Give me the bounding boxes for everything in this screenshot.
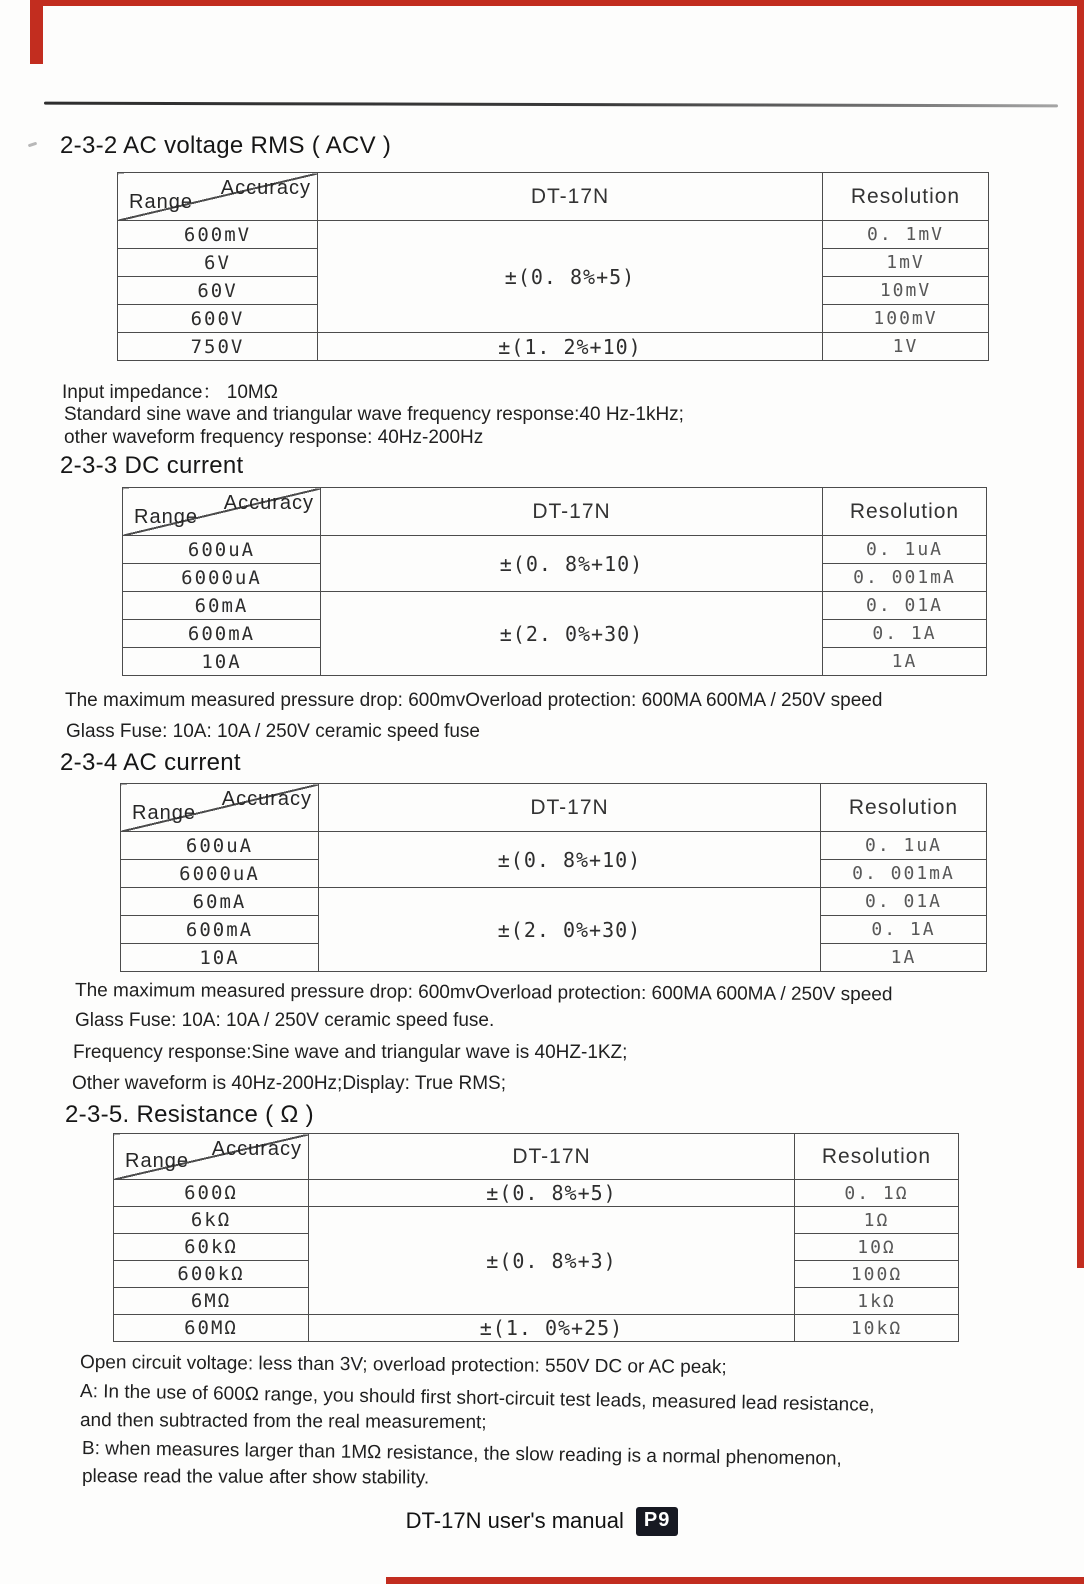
range-cell: 10A xyxy=(123,648,321,676)
dc-current-table xyxy=(122,487,987,676)
resolution-cell: 0. 001mA xyxy=(823,564,987,592)
corner-range-label: Range xyxy=(125,1150,189,1172)
note-dc-pressure-drop: The maximum measured pressure drop: 600mvOverload protection: 600MA 600MA / 250V speed xyxy=(65,690,883,711)
page-footer xyxy=(0,1508,1084,1538)
resolution-header: Resolution xyxy=(823,173,989,221)
acv-corner-cell xyxy=(118,173,318,221)
section-heading-ac-current: 2-3-4 AC current xyxy=(60,749,241,776)
resolution-cell: 0. 1Ω xyxy=(795,1180,959,1207)
note-dc-glass-fuse: Glass Fuse: 10A: 10A / 250V ceramic speed fuse xyxy=(66,721,481,742)
note-ac-glass-fuse: Glass Fuse: 10A: 10A / 250V ceramic speed fuse. xyxy=(75,1010,495,1031)
accuracy-cell: ±(2. 0%+30) xyxy=(319,888,821,972)
range-cell: 600Ω xyxy=(114,1180,309,1207)
table-row xyxy=(114,1207,959,1234)
table-row xyxy=(114,1180,959,1207)
table-row xyxy=(118,333,989,361)
accuracy-cell: ±(1. 0%+25) xyxy=(309,1315,795,1342)
note-ac-pressure-drop: The maximum measured pressure drop: 600mvOverload protection: 600MA 600MA / 250V speed xyxy=(74,980,893,1006)
table-row xyxy=(121,888,987,916)
range-cell: 60mA xyxy=(121,888,319,916)
resolution-cell: 0. 1A xyxy=(823,620,987,648)
model-header: DT-17N xyxy=(319,784,821,832)
resolution-header: Resolution xyxy=(795,1134,959,1180)
range-cell: 6000uA xyxy=(123,564,321,592)
scan-edge-top xyxy=(30,0,1084,6)
corner-accuracy-label: Accuracy xyxy=(223,492,314,514)
resistance-table xyxy=(113,1133,959,1342)
footer-text: DT-17N user's manual xyxy=(405,1508,624,1533)
range-cell: 750V xyxy=(118,333,318,361)
range-cell: 6000uA xyxy=(121,860,319,888)
ac-corner-cell xyxy=(121,784,319,832)
scan-edge-left-bar xyxy=(30,2,43,64)
accuracy-cell: ±(2. 0%+30) xyxy=(321,592,823,676)
range-cell: 600mV xyxy=(118,221,318,249)
resolution-cell: 100mV xyxy=(823,305,989,333)
range-cell: 60mA xyxy=(123,592,321,620)
range-cell: 600mA xyxy=(123,620,321,648)
accuracy-cell: ±(1. 2%+10) xyxy=(318,333,823,361)
model-header: DT-17N xyxy=(318,173,823,221)
accuracy-cell: ±(0. 8%+5) xyxy=(309,1180,795,1207)
range-cell: 600V xyxy=(118,305,318,333)
resolution-cell: 100Ω xyxy=(795,1261,959,1288)
section-heading-acv: 2-3-2 AC voltage RMS ( ACV ) xyxy=(60,132,392,159)
note-resistance-b2: please read the value after show stability. xyxy=(81,1466,430,1489)
section-heading-dc-current: 2-3-3 DC current xyxy=(60,452,244,479)
table-row xyxy=(123,592,987,620)
range-cell: 6V xyxy=(118,249,318,277)
resolution-cell: 1mV xyxy=(823,249,989,277)
range-cell: 10A xyxy=(121,944,319,972)
resolution-cell: 1Ω xyxy=(795,1207,959,1234)
corner-range-label: Range xyxy=(134,506,198,528)
scan-speck xyxy=(28,142,37,148)
accuracy-cell: ±(0. 8%+10) xyxy=(319,832,821,888)
resolution-cell: 0. 1uA xyxy=(823,536,987,564)
table-row xyxy=(123,536,987,564)
note-input-impedance: Input impedance： 10MΩ xyxy=(62,382,278,403)
note-resistance-a1: A: In the use of 600Ω range, you should first short-circuit test leads, measured lead resistance, xyxy=(79,1381,875,1416)
corner-range-label: Range xyxy=(129,191,193,213)
range-cell: 600mA xyxy=(121,916,319,944)
range-cell: 6kΩ xyxy=(114,1207,309,1234)
note-ac-other-waveform: Other waveform is 40Hz-200Hz;Display: True RMS; xyxy=(72,1073,506,1094)
table-row xyxy=(121,832,987,860)
resolution-cell: 0. 001mA xyxy=(821,860,987,888)
range-cell: 600uA xyxy=(121,832,319,860)
note-acv-frequency-1: Standard sine wave and triangular wave frequency response:40 Hz-1kHz; xyxy=(64,404,684,425)
resolution-cell: 10kΩ xyxy=(795,1315,959,1342)
resolution-cell: 0. 01A xyxy=(823,592,987,620)
accuracy-cell: ±(0. 8%+10) xyxy=(321,536,823,592)
range-cell: 6MΩ xyxy=(114,1288,309,1315)
model-header: DT-17N xyxy=(321,488,823,536)
ac-current-table xyxy=(120,783,987,972)
accuracy-cell: ±(0. 8%+5) xyxy=(318,221,823,333)
resolution-cell: 1A xyxy=(821,944,987,972)
note-open-circuit: Open circuit voltage: less than 3V; overload protection: 550V DC or AC peak; xyxy=(79,1352,727,1379)
resolution-cell: 1kΩ xyxy=(795,1288,959,1315)
resolution-header: Resolution xyxy=(821,784,987,832)
resolution-header: Resolution xyxy=(823,488,987,536)
note-resistance-a2: and then subtracted from the real measurement; xyxy=(79,1410,487,1434)
range-cell: 60V xyxy=(118,277,318,305)
resolution-cell: 10mV xyxy=(823,277,989,305)
resistance-corner-cell xyxy=(114,1134,309,1180)
range-cell: 600kΩ xyxy=(114,1261,309,1288)
page-number-badge: P9 xyxy=(636,1507,678,1536)
resolution-cell: 1A xyxy=(823,648,987,676)
corner-range-label: Range xyxy=(132,802,196,824)
accuracy-cell: ±(0. 8%+3) xyxy=(309,1207,795,1315)
table-row xyxy=(118,221,989,249)
resolution-cell: 0. 1A xyxy=(821,916,987,944)
range-cell: 60MΩ xyxy=(114,1315,309,1342)
scan-edge-bottom xyxy=(386,1577,1084,1584)
corner-accuracy-label: Accuracy xyxy=(221,788,312,810)
resolution-cell: 0. 1mV xyxy=(823,221,989,249)
dc-corner-cell xyxy=(123,488,321,536)
range-cell: 600uA xyxy=(123,536,321,564)
section-heading-resistance: 2-3-5. Resistance ( Ω ) xyxy=(65,1101,314,1128)
table-row xyxy=(114,1315,959,1342)
note-ac-frequency-response: Frequency response:Sine wave and triangular wave is 40HZ-1KZ; xyxy=(73,1042,628,1063)
header-rule xyxy=(44,102,1058,108)
corner-accuracy-label: Accuracy xyxy=(211,1138,302,1160)
resolution-cell: 1V xyxy=(823,333,989,361)
corner-accuracy-label: Accuracy xyxy=(220,177,311,199)
resolution-cell: 0. 1uA xyxy=(821,832,987,860)
resolution-cell: 10Ω xyxy=(795,1234,959,1261)
acv-table xyxy=(117,172,989,361)
scan-edge-right xyxy=(1077,0,1084,1268)
note-acv-frequency-2: other waveform frequency response: 40Hz-200Hz xyxy=(64,427,484,448)
note-resistance-b1: B: when measures larger than 1MΩ resistance, the slow reading is a normal phenomenon, xyxy=(81,1438,842,1470)
range-cell: 60kΩ xyxy=(114,1234,309,1261)
resolution-cell: 0. 01A xyxy=(821,888,987,916)
model-header: DT-17N xyxy=(309,1134,795,1180)
